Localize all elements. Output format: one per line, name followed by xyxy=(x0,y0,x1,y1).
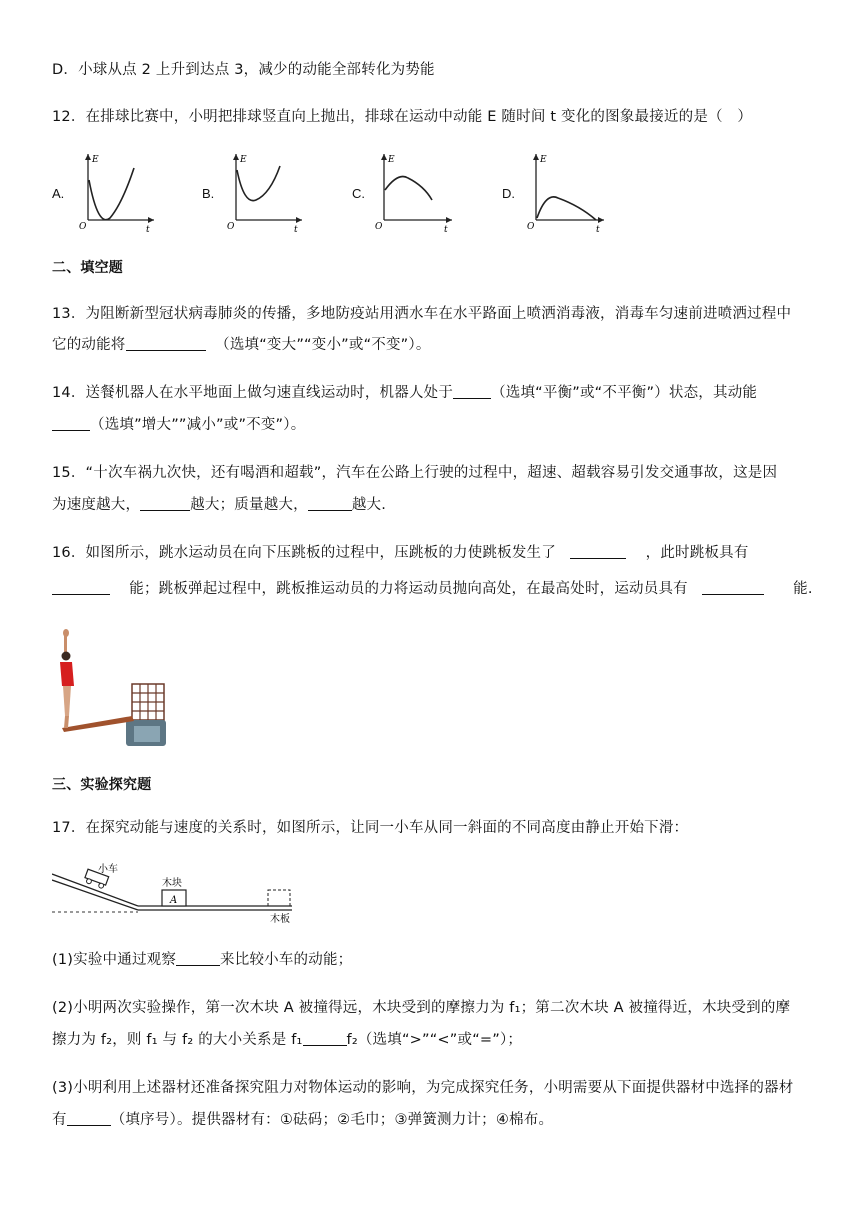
q12-graph-b xyxy=(224,150,306,232)
q12-graph-c xyxy=(372,150,456,232)
q17-sub3-line2 xyxy=(52,1110,553,1130)
q12-c-origin: O xyxy=(375,222,383,232)
q15-blank-1[interactable] xyxy=(140,496,190,511)
q13-text-b: （选填“变大”“变小”或“不变”）。 xyxy=(215,337,431,353)
q12-option-c-label: C. xyxy=(352,186,365,201)
q17-sub2-text-a: 擦力为 f₂，则 f₁ 与 f₂ 的大小关系是 f₁ xyxy=(52,1032,303,1048)
q17-sub2-blank[interactable] xyxy=(303,1031,347,1046)
q15-text-b: 越大；质量越大， xyxy=(190,497,308,513)
q11-option-d: D．小球从点 2 上升到达点 3，减少的动能全部转化为势能 xyxy=(52,62,435,78)
q12-d-axis-y: E xyxy=(540,155,547,165)
q13-line1: 13．为阻断新型冠状病毒肺炎的传播，多地防疫站用洒水车在水平路面上喷洒消毒液，消毒车匀速前进喷洒过程中 xyxy=(52,306,792,322)
q12-graph-d xyxy=(524,150,608,232)
q12-b-axis-y: E xyxy=(240,155,247,165)
q17-sub2-text-b: f₂（选填“>”“<”或“=”）； xyxy=(346,1032,523,1048)
q17-board-label: 木板 xyxy=(270,914,290,925)
q17-sub3-text-a: 有 xyxy=(52,1112,67,1128)
q17-sub1 xyxy=(52,950,352,970)
q16-line2 xyxy=(52,579,813,599)
q16-text-b: ，此时跳板具有 xyxy=(645,545,749,561)
q16-text-a: 16．如图所示，跳水运动员在向下压跳板的过程中，压跳板的力使跳板发生了 xyxy=(52,545,556,561)
q14-text-a: 14．送餐机器人在水平地面上做匀速直线运动时，机器人处于 xyxy=(52,385,454,401)
q17-car-label: 小车 xyxy=(98,864,118,875)
q14-text-b: （选填“平衡”或“不平衡”）状态，其动能 xyxy=(491,385,758,401)
q17-stem: 17．在探究动能与速度的关系时，如图所示，让同一小车从同一斜面的不同高度由静止开始下滑： xyxy=(52,820,689,836)
q12-d-origin: O xyxy=(527,222,535,232)
q12-c-axis-y: E xyxy=(388,155,395,165)
q14-blank-1[interactable] xyxy=(453,384,491,399)
q17-block-label: 木块 xyxy=(162,878,182,889)
q12-option-a-label: A. xyxy=(52,186,65,201)
q16-blank-3[interactable] xyxy=(702,580,764,595)
q12-stem: 12．在排球比赛中，小明把排球竖直向上抛出，排球在运动中动能 E 随时间 t 变化的图象最接近的是（ ） xyxy=(52,109,753,125)
q14-blank-2[interactable] xyxy=(52,416,90,431)
q17-sub1-text-a: (1)实验中通过观察 xyxy=(52,952,177,968)
q12-d-axis-x: t xyxy=(596,225,600,232)
q17-sub2-line2 xyxy=(52,1030,522,1050)
q13-text-a: 它的动能将 xyxy=(52,337,126,353)
q17-experiment-figure xyxy=(52,860,302,926)
q12-option-b-label: B. xyxy=(202,186,215,201)
q17-sub1-blank[interactable] xyxy=(176,951,220,966)
q15-text-c: 越大. xyxy=(351,497,387,513)
q12-c-axis-x: t xyxy=(444,225,448,232)
section-2-title: 二、填空题 xyxy=(52,260,123,276)
q12-graph-a xyxy=(76,150,158,232)
q12-b-axis-x: t xyxy=(294,225,298,232)
q14-line2 xyxy=(52,415,305,435)
diver-figure xyxy=(52,628,168,750)
q17-block-letter: A xyxy=(170,895,178,906)
q12-option-d-label: D. xyxy=(502,186,515,201)
q16-blank-1[interactable] xyxy=(570,544,626,559)
q13-line2 xyxy=(52,335,431,355)
q14-text-c: （选填”增大””减小”或”不变”）。 xyxy=(90,417,306,433)
q12-b-origin: O xyxy=(227,222,235,232)
q17-sub3-blank[interactable] xyxy=(67,1111,111,1126)
section-3-title: 三、实验探究题 xyxy=(52,777,152,793)
q17-sub1-text-b: 来比较小车的动能； xyxy=(220,952,353,968)
q16-blank-2[interactable] xyxy=(52,580,110,595)
q15-blank-2[interactable] xyxy=(308,496,352,511)
q15-text-a: 为速度越大， xyxy=(52,497,141,513)
q16-text-d: 能. xyxy=(793,581,813,597)
q12-a-axis-x: t xyxy=(146,225,150,232)
q17-sub3-text-b: （填序号）。提供器材有：①砝码；②毛巾；③弹簧测力计；④棉布。 xyxy=(110,1112,554,1128)
q17-sub2-line1: (2)小明两次实验操作，第一次木块 A 被撞得远，木块受到的摩擦力为 f₁；第二次木块 A 被撞得近，木块受到的摩 xyxy=(52,1000,791,1016)
q16-line1 xyxy=(52,543,749,563)
q13-blank[interactable] xyxy=(126,336,206,351)
q12-a-axis-y: E xyxy=(92,155,99,165)
q15-line2 xyxy=(52,495,386,515)
q12-a-origin: O xyxy=(79,222,87,232)
q16-text-c: 能；跳板弹起过程中，跳板推运动员的力将运动员抛向高处，在最高处时，运动员具有 xyxy=(129,581,688,597)
q14-line1 xyxy=(52,383,757,403)
q15-line1: 15．“十次车祸九次快，还有喝酒和超载”，汽车在公路上行驶的过程中，超速、超载容易引发交通事故，这是因 xyxy=(52,465,778,481)
q17-sub3-line1: (3)小明利用上述器材还准备探究阻力对物体运动的影响，为完成探究任务，小明需要从下面提供器材中选择的器材 xyxy=(52,1080,794,1096)
